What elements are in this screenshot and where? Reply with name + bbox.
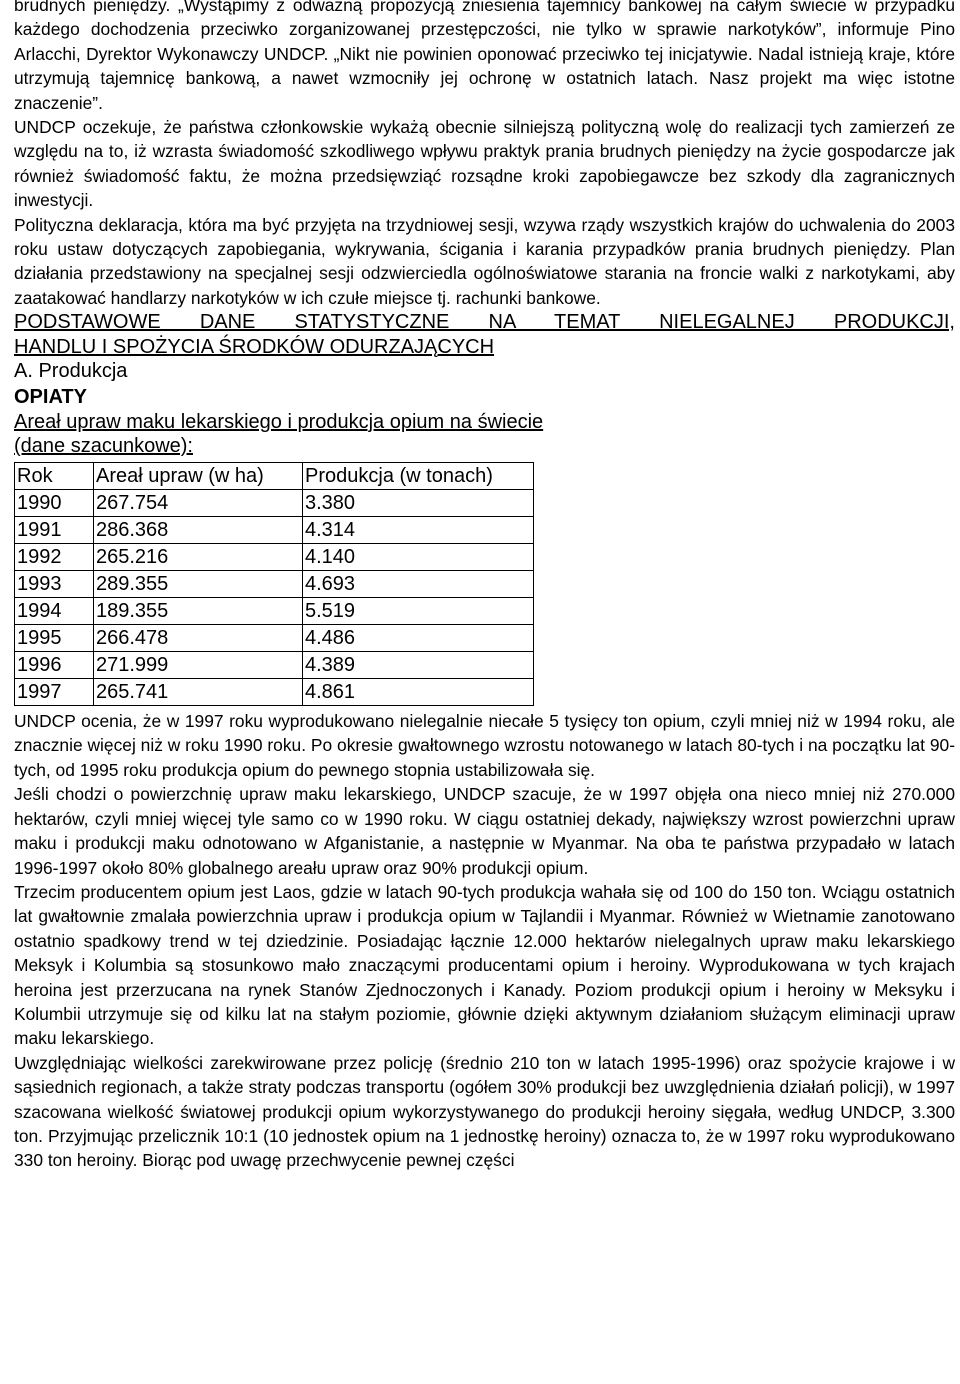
table-row bbox=[15, 490, 534, 517]
cell-area: 265.741 bbox=[94, 679, 303, 706]
cell-year: 1993 bbox=[15, 571, 94, 598]
cell-area: 286.368 bbox=[94, 517, 303, 544]
cell-area: 189.355 bbox=[94, 598, 303, 625]
column-header-year: Rok bbox=[15, 463, 94, 490]
cell-production: 4.389 bbox=[303, 652, 534, 679]
cell-area: 265.216 bbox=[94, 544, 303, 571]
table-row bbox=[15, 598, 534, 625]
paragraph-political-will: UNDCP oczekuje, że państwa członkowskie wykażą obecnie silniejszą polityczną wolę do realizacji tych zamierzeń ze względu na to, iż wzrasta świadomość szkodliwego wpływu praktyk prania brudnych pieniędzy na życie gospodarcze jak również świadomość faktu, że można przedsięwziąć rozsądne kroki zapobiegawcze bez szkody dla zagranicznych inwestycji. bbox=[14, 117, 955, 211]
cell-year: 1991 bbox=[15, 517, 94, 544]
paragraph-declaration: Polityczna deklaracja, która ma być przyjęta na trzydniowej sesji, wzywa rządy wszystkich krajów do uchwalenia do 2003 roku ustaw dotyczących zapobiegania, wykrywania, ścigania i karania przypadków prania brudnych pieniędzy. Plan działania przedstawiony na specjalnej sesji odzwierciedla ogólnoświatowe starania na froncie walki z narkotykami, aby zaatakować handlarzy narkotyków w ich czułe miejsce tj. rachunki bankowe. bbox=[14, 214, 955, 308]
table-row bbox=[15, 652, 534, 679]
paragraph-other-producers: Trzecim producentem opium jest Laos, gdzie w latach 90-tych produkcja wahała się od 100 do 150 ton. Wciągu ostatnich lat gwałtownie zmalała powierzchnia upraw i produkcja opium w Tajlandii i Myanmar. Również w Wietnamie zanotowano ostatnio spadkowy trend w tej dziedzinie. Posiadając łącznie 12.000 hektarów nielegalnych upraw maku lekarskiego Meksyk i Kolumbia są stosunkowo mało znaczącymi producentami opium i heroiny. Wyprodukowana w tych krajach heroina jest przerzucana na rynek Stanów Zjednoczonych i Kanady. Poziom produkcji opium i heroiny w Meksyku i Kolumbii utrzymuje się od kilku lat na stałym poziomie, głównie dzięki aktywnym działaniom służącym eliminacji upraw maku lekarskiego. bbox=[14, 881, 955, 1049]
cell-production: 4.693 bbox=[303, 571, 534, 598]
table-row bbox=[15, 544, 534, 571]
cell-production: 4.314 bbox=[303, 517, 534, 544]
table-row bbox=[15, 679, 534, 706]
cell-area: 267.754 bbox=[94, 490, 303, 517]
table-row bbox=[15, 517, 534, 544]
cell-area: 289.355 bbox=[94, 571, 303, 598]
column-header-production: Produkcja (w tonach) bbox=[303, 463, 534, 490]
table-row bbox=[15, 571, 534, 598]
cell-production: 4.140 bbox=[303, 544, 534, 571]
cell-year: 1995 bbox=[15, 625, 94, 652]
column-header-area: Areał upraw (w ha) bbox=[94, 463, 303, 490]
cell-year: 1990 bbox=[15, 490, 94, 517]
cell-year: 1992 bbox=[15, 544, 94, 571]
cell-production: 5.519 bbox=[303, 598, 534, 625]
table-row bbox=[15, 625, 534, 652]
cell-year: 1997 bbox=[15, 679, 94, 706]
table-header-row bbox=[15, 463, 534, 490]
cell-production: 3.380 bbox=[303, 490, 534, 517]
section-heading-line-1: PODSTAWOWE DANE STATYSTYCZNE NA TEMAT NIELEGALNEJ PRODUKCJI, bbox=[14, 311, 955, 334]
category-heading: OPIATY bbox=[14, 386, 87, 409]
paragraph-heroin-estimate: Uwzględniając wielkości zarekwirowane przez policję (średnio 210 ton w latach 1995-1996) oraz spożycie krajowe i w sąsiednich regionach, a także straty podczas transportu (ogółem 30% produkcji bez uwzględnienia działań policji), w 1997 szacowana wielkość światowej produkcji opium wykorzystywanego do produkcji heroiny sięgała, według UNDCP, 3.300 ton. Przyjmując przelicznik 10:1 (10 jednostek opium na 1 jednostkę heroiny) oznacza to, że w 1997 roku wyprodukowano 330 ton heroiny. Biorąc pod uwagę przechwycenie pewnej części bbox=[14, 1052, 955, 1171]
opium-production-table bbox=[14, 462, 534, 706]
cell-production: 4.861 bbox=[303, 679, 534, 706]
cell-production: 4.486 bbox=[303, 625, 534, 652]
cell-year: 1996 bbox=[15, 652, 94, 679]
cell-area: 271.999 bbox=[94, 652, 303, 679]
paragraph-cultivation-area: Jeśli chodzi o powierzchnię upraw maku lekarskiego, UNDCP szacuje, że w 1997 objęła ona nieco mniej niż 270.000 hektarów, czyli mniej więcej tyle samo co w 1990 roku. W ciągu ostatniej dekady, największy wzrost powierzchni upraw maku i produkcji maku odnotowano w Afganistanie, a następnie w Myanmar. Na oba te państwa przypadało w latach 1996-1997 około 80% globalnego areału upraw oraz 90% produkcji opium. bbox=[14, 784, 955, 878]
paragraph-secrecy: brudnych pieniędzy. „Wystąpimy z odważną propozycją zniesienia tajemnicy bankowej na całym świecie w przypadku każdego dochodzenia przeciwko zorganizowanej przestępczości, nie tylko w sprawie narkotyków”, informuje Pino Arlacchi, Dyrektor Wykonawczy UNDCP. „Nikt nie powinien oponować przeciwko tej inicjatywie. Nadal istnieją kraje, które utrzymują tajemnicę bankową, a nawet wzmocniły jej ochronę w ostatnich latach. Nasz projekt ma więc istotne znaczenie”. bbox=[14, 0, 955, 113]
subsection-heading: A. Produkcja bbox=[14, 360, 128, 383]
cell-area: 266.478 bbox=[94, 625, 303, 652]
table-title: Areał upraw maku lekarskiego i produkcja opium na świecie bbox=[14, 411, 544, 434]
cell-year: 1994 bbox=[15, 598, 94, 625]
section-heading-line-2: HANDLU I SPOŻYCIA ŚRODKÓW ODURZAJĄCYCH bbox=[14, 335, 495, 358]
paragraph-estimate-1997: UNDCP ocenia, że w 1997 roku wyprodukowano nielegalnie niecałe 5 tysięcy ton opium, czyli mniej niż w 1994 roku, ale znacznie więcej niż w roku 1990 roku. Po okresie gwałtownego wzrostu notowanego w latach 80-tych i na początku lat 90-tych, od 1995 roku produkcja opium do pewnego stopnia ustabilizowała się. bbox=[14, 711, 955, 780]
table-subtitle: (dane szacunkowe): bbox=[14, 435, 193, 458]
document-page bbox=[14, 0, 955, 1173]
